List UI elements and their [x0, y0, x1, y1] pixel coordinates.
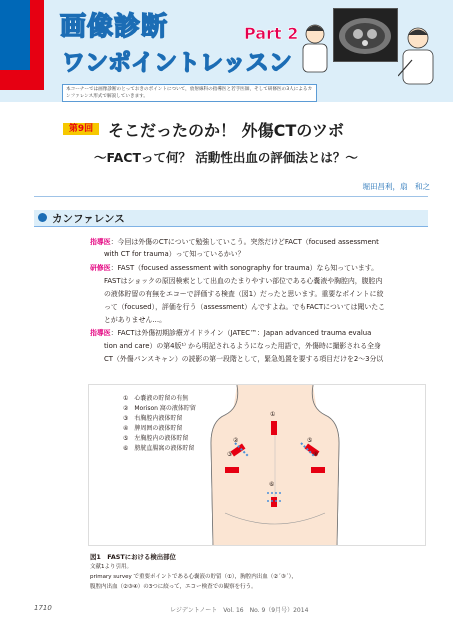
dialogue-text: CT（外傷パンスキャン）の読影の第一段階として，緊急処置を要する項目だけを2〜3分以 [104, 355, 384, 363]
dialogue-text: って（focused），評価を行う（assessment）んですよね。でもFACTについては聞いたこ [104, 303, 386, 311]
dialogue-text: ：FACTは外傷初期診療ガイドライン（JATEC™：Japan advanced trauma evalua [110, 329, 372, 337]
dialogue-line [90, 264, 378, 273]
dialogue-text: ：今回は外傷のCTについて勉強していこう。突然だけどFACT（focused assessment [110, 238, 379, 246]
page-number: 1710 [34, 604, 52, 612]
dialogue-line [90, 238, 379, 247]
dialogue-line [104, 303, 385, 312]
figure-note: 文献1より引用。 [90, 564, 132, 570]
series-intro: 本コーナーでは画像診断のとっておきのポイントについて，放射線科の指導医と若手医師，そして研修医の3人によるカンファレンス形式で解説していきます。 [62, 84, 317, 102]
dialogue-line [104, 316, 166, 325]
dialogue-text: とがありません…。 [104, 316, 167, 324]
figure-caption: 図1 FASTにおける検出部位 [90, 553, 176, 561]
legend-item: ④ 脾周囲の液体貯留 [123, 425, 183, 432]
header-corner-decoration-blue [0, 0, 30, 70]
figure-note: primary survey で重要ポイントである心嚢液の貯留（①），胸腔内出血（②´③´）， [90, 574, 297, 580]
ct-image-illustration [333, 8, 398, 62]
resident-illustration-icon [398, 24, 440, 86]
series-subtitle: ワンポイントレッスン [62, 50, 292, 76]
probe-marker-6 [271, 497, 277, 507]
dialogue-text: with CT for trauma）って知っているかい？ [104, 250, 245, 258]
probe-marker-3 [225, 467, 239, 473]
divider [34, 196, 428, 197]
probe-marker-5 [311, 467, 325, 473]
legend-item: ⑥ 膀胱直腸窩の液体貯留 [123, 445, 195, 452]
marker-label: ① [270, 411, 276, 418]
series-title: 画像診断 [60, 12, 169, 42]
article-title: そこだったのか！ 外傷CTのツボ [108, 121, 344, 140]
dialogue-text: tion and care）の第4版¹⁾ から明記されるようになった用語で，外傷時に撮影される全身 [104, 342, 381, 350]
speaker-label: 研修医 [90, 264, 111, 272]
section-title: カンファレンス [52, 213, 125, 225]
marker-label: ⑤ [307, 437, 313, 444]
legend-item: ③ 右胸腔内液体貯留 [123, 415, 183, 422]
marker-label: ② [233, 437, 239, 444]
dialogue-line [104, 250, 245, 259]
figure-panel [88, 384, 426, 546]
journal-footer: レジデントノート Vol. 16 No. 9（9月号）2014 [170, 607, 309, 614]
dialogue-text: FASTはショックの原因検索として出血のたまりやすい部位である心嚢液や胸腔内，腹腔内 [104, 277, 383, 285]
probe-marker-1 [271, 421, 277, 435]
doctor-illustration-icon [300, 22, 330, 74]
issue-badge: 第9回 [63, 123, 99, 135]
legend-item: ② Morison 窩の液体貯留 [123, 405, 196, 412]
part-badge: Part 2 [244, 24, 299, 43]
speaker-label: 指導医 [90, 238, 111, 246]
body-torso-diagram [205, 385, 345, 545]
dialogue-text: の液体貯留の有無をエコーで評価する検査（図1）だったと思います。重要なポイントに絞 [104, 290, 384, 298]
dialogue-line [90, 329, 371, 338]
legend-item: ① 心嚢液の貯留の有無 [123, 395, 189, 402]
authors: 堀田昌利，扇 和之 [362, 182, 430, 191]
dialogue-line [104, 277, 382, 286]
bullet-icon [38, 213, 47, 222]
dialogue-text: ：FAST（focused assessment with sonography for trauma）なら知っています。 [110, 264, 379, 272]
dialogue-line [104, 342, 381, 351]
marker-label: ③ [227, 451, 233, 458]
article-subtitle: 〜FACTって何？ 活動性出血の評価法とは？〜 [94, 150, 358, 165]
ct-scan-icon [334, 9, 397, 61]
speaker-label: 指導医 [90, 329, 111, 337]
marker-label: ⑥ [269, 481, 275, 488]
dialogue-line [104, 355, 383, 364]
figure-note: 腹腔内出血（②③④）の3つに絞って，エコー検査での観察を行う。 [90, 584, 257, 590]
dialogue-line [104, 290, 383, 299]
legend-item: ⑤ 左胸腔内の液体貯留 [123, 435, 189, 442]
marker-label: ④ [313, 451, 319, 458]
